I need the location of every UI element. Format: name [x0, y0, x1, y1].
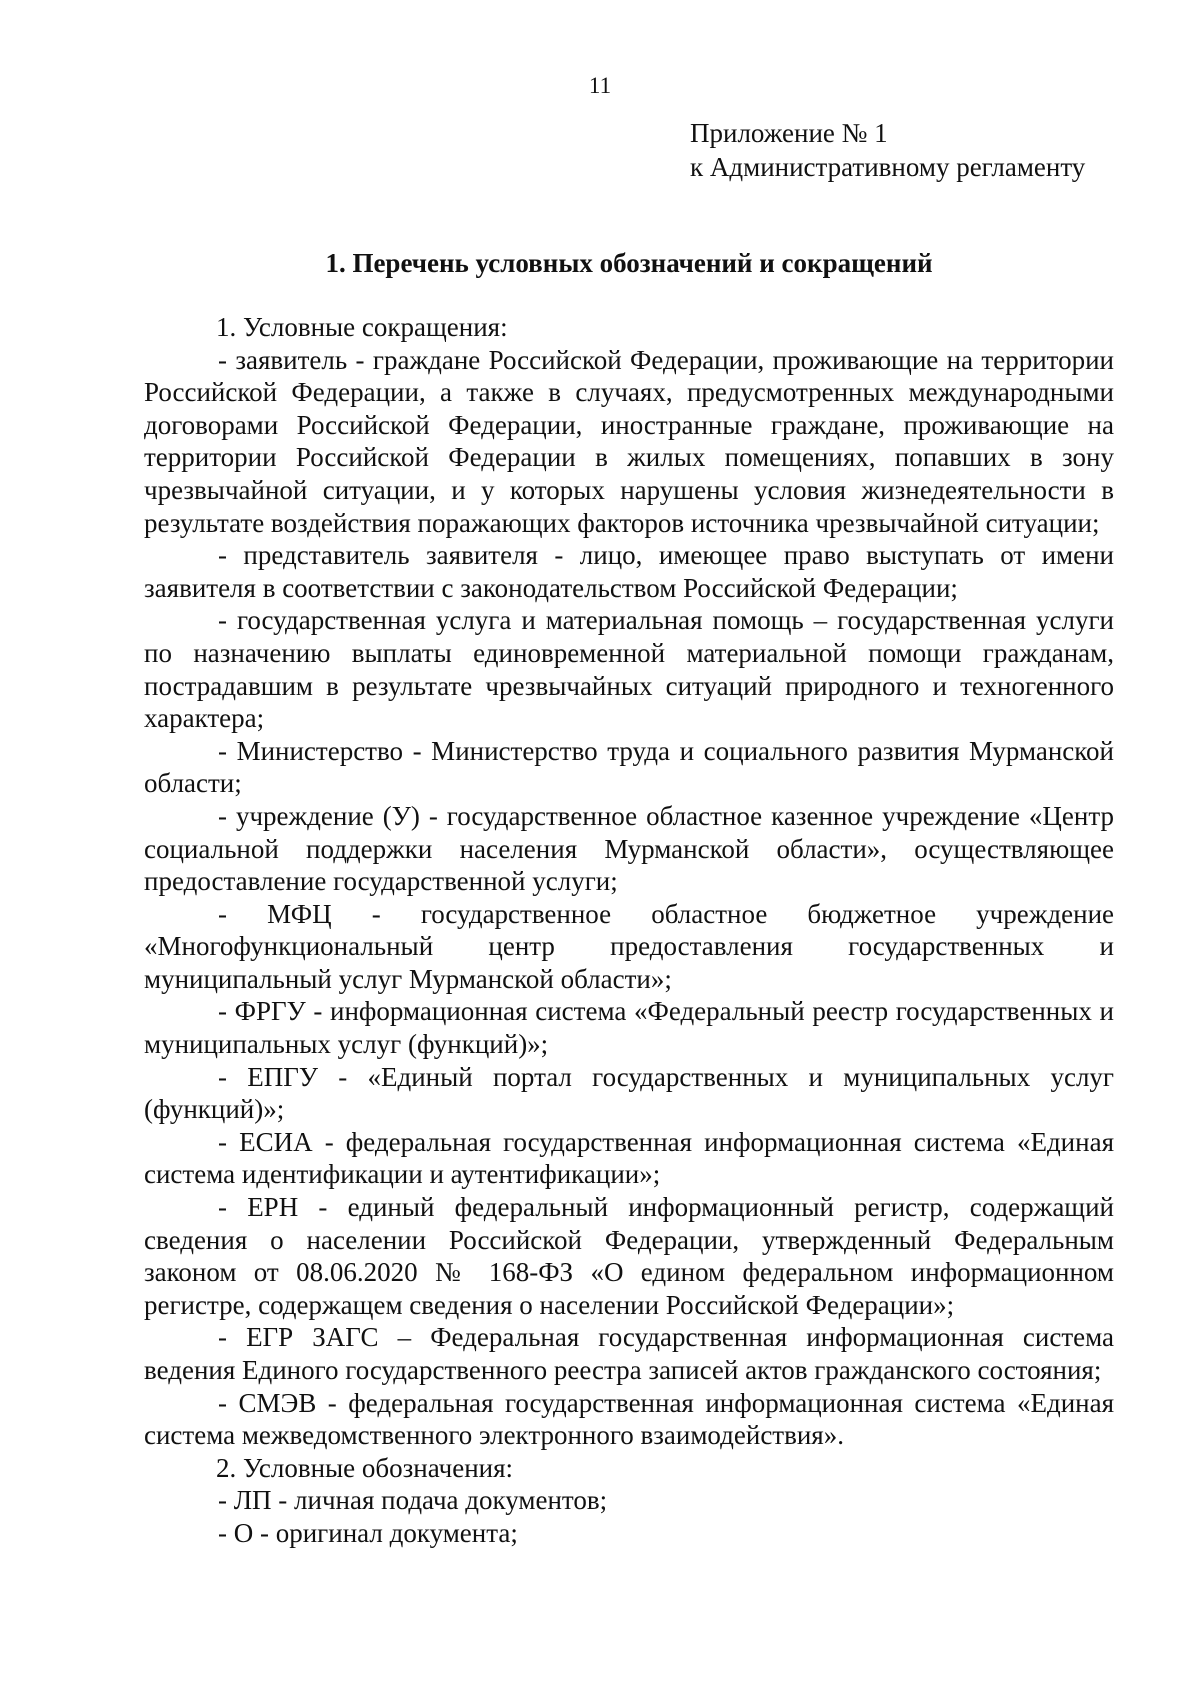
definition-smev: - СМЭВ - федеральная государственная информационная система «Единая система межведомственного электронного взаимодействия».: [144, 1387, 1114, 1451]
definition-frgu: - ФРГУ - информационная система «Федеральный реестр государственных и муниципальных услуг (функций)»;: [144, 996, 1114, 1060]
definition-representative: - представитель заявителя - лицо, имеющее право выступать от имени заявителя в соответствии с законодательством Российской Федерации;: [144, 540, 1114, 603]
appendix-reference: [690, 116, 1085, 184]
definition-institution: - учреждение (У) - государственное областное казенное учреждение «Центр социальной поддержки населения Мурманской области», осуществляющее предоставление государственной услуги;: [144, 800, 1114, 897]
definition-egr-zags: - ЕГР ЗАГС – Федеральная государственная информационная система ведения Единого государственного реестра записей актов гражданского состояния;: [144, 1322, 1114, 1385]
definition-ern: - ЕРН - единый федеральный информационный регистр, содержащий сведения о населении Российской Федерации, утвержденный Федеральным законом от 08.06.2020 № 168-ФЗ «О едином федеральном информационном регистре, содержащем сведения о населении Российской Федерации»;: [144, 1192, 1114, 1320]
appendix-target: к Административному регламенту: [690, 152, 1086, 182]
definition-ministry: - Министерство - Министерство труда и социального развития Мурманской области;: [144, 735, 1114, 799]
definition-o: - О - оригинал документа;: [218, 1517, 518, 1548]
subsection-heading-symbols: 2. Условные обозначения:: [216, 1452, 514, 1483]
document-body: [144, 311, 1114, 1550]
definition-mfc: - МФЦ - государственное областное бюджетное учреждение «Многофункциональный центр предоставления государственных и муниципальный услуг Мурманской области»;: [144, 898, 1114, 994]
subsection-heading-abbreviations: 1. Условные сокращения:: [216, 312, 508, 342]
appendix-number: Приложение № 1: [690, 118, 888, 148]
definition-lp: - ЛП - личная подача документов;: [218, 1485, 608, 1516]
definition-esia: - ЕСИА - федеральная государственная информационная система «Единая система идентификации и аутентификации»;: [144, 1126, 1114, 1190]
page-number: 11: [588, 73, 612, 98]
definition-state-service: - государственная услуга и материальная помощь – государственная услуги по назначению выплаты единовременной материальной помощи гражданам, пострадавшим в результате чрезвычайных ситуаций природного и техногенного характера;: [144, 605, 1114, 734]
section-title: 1. Перечень условных обозначений и сокращений: [325, 248, 933, 278]
definition-epgu: - ЕПГУ - «Единый портал государственных и муниципальных услуг (функций)»;: [144, 1061, 1114, 1125]
definition-applicant: - заявитель - граждане Российской Федерации, проживающие на территории Российской Федерации, а также в случаях, предусмотренных международными договорами Российской Федерации, иностранные граждане, проживающие на территории Российской Федерации в жилых помещениях, попавших в зону чрезвычайной ситуации, и у которых нарушены условия жизнедеятельности в результате воздействия поражающих факторов источника чрезвычайной ситуации;: [144, 344, 1114, 538]
